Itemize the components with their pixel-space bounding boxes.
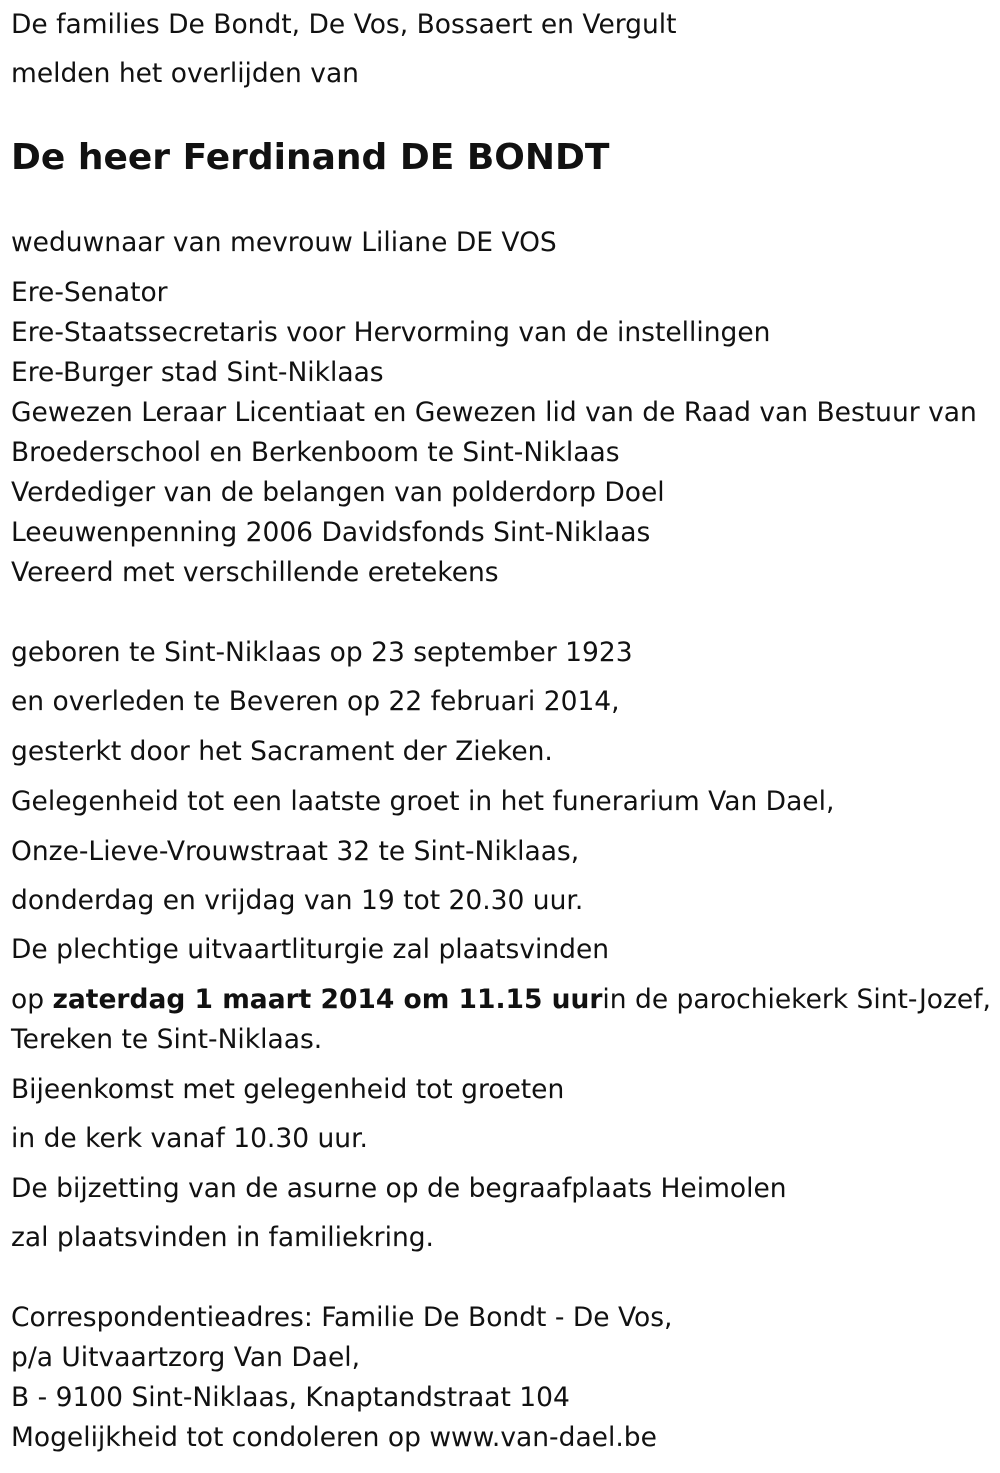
burial-family-line: zal plaatsvinden in familiekring. <box>11 1222 434 1253</box>
title-item: Ere-Senator <box>11 277 168 308</box>
spouse-line: weduwnaar van mevrouw Liliane DE VOS <box>11 227 557 258</box>
viewing-line: Gelegenheid tot een laatste groet in het funerarium Van Dael, <box>11 786 835 817</box>
gathering-line: Bijeenkomst met gelegenheid tot groeten <box>11 1074 565 1105</box>
liturgy-intro-line: De plechtige uitvaartliturgie zal plaatsvinden <box>11 934 610 965</box>
correspondence-line: Correspondentieadres: Familie De Bondt - De Vos, <box>11 1302 673 1333</box>
correspondence-line: p/a Uitvaartzorg Van Dael, <box>11 1342 361 1373</box>
gathering-time-line: in de kerk vanaf 10.30 uur. <box>11 1123 368 1154</box>
title-item: Verdediger van de belangen van polderdorp Doel <box>11 477 665 508</box>
title-item: Vereerd met verschillende eretekens <box>11 557 499 588</box>
born-line: geboren te Sint-Niklaas op 23 september 1923 <box>11 637 633 668</box>
condolence-line: Mogelijkheid tot condoleren op www.van-dael.be <box>11 1422 657 1453</box>
title-item: Gewezen Leraar Licentiaat en Gewezen lid van de Raad van Bestuur van <box>11 397 977 428</box>
title-item: Ere-Staatssecretaris voor Hervorming van de instellingen <box>11 317 771 348</box>
liturgy-place-line: Tereken te Sint-Niklaas. <box>11 1024 323 1055</box>
correspondence-line: B - 9100 Sint-Niklaas, Knaptandstraat 104 <box>11 1382 570 1413</box>
liturgy-prefix: op <box>11 984 53 1015</box>
liturgy-date-line <box>11 984 991 1016</box>
burial-line: De bijzetting van de asurne op de begraafplaats Heimolen <box>11 1173 787 1204</box>
liturgy-date: zaterdag 1 maart 2014 om 11.15 uur <box>52 984 603 1015</box>
title-item: Broederschool en Berkenboom te Sint-Niklaas <box>11 437 620 468</box>
title-item: Ere-Burger stad Sint-Niklaas <box>11 357 384 388</box>
died-line: en overleden te Beveren op 22 februari 2014, <box>11 686 620 717</box>
liturgy-place: in de parochiekerk Sint-Jozef, <box>602 984 991 1015</box>
viewing-hours-line: donderdag en vrijdag van 19 tot 20.30 uur. <box>11 885 584 916</box>
deceased-name: De heer Ferdinand DE BONDT <box>11 137 610 178</box>
families-line: De families De Bondt, De Vos, Bossaert en Vergult <box>11 9 677 40</box>
announce-line: melden het overlijden van <box>11 58 359 89</box>
sacrament-line: gesterkt door het Sacrament der Zieken. <box>11 736 553 767</box>
title-item: Leeuwenpenning 2006 Davidsfonds Sint-Niklaas <box>11 517 651 548</box>
viewing-address-line: Onze-Lieve-Vrouwstraat 32 te Sint-Niklaas, <box>11 836 580 867</box>
